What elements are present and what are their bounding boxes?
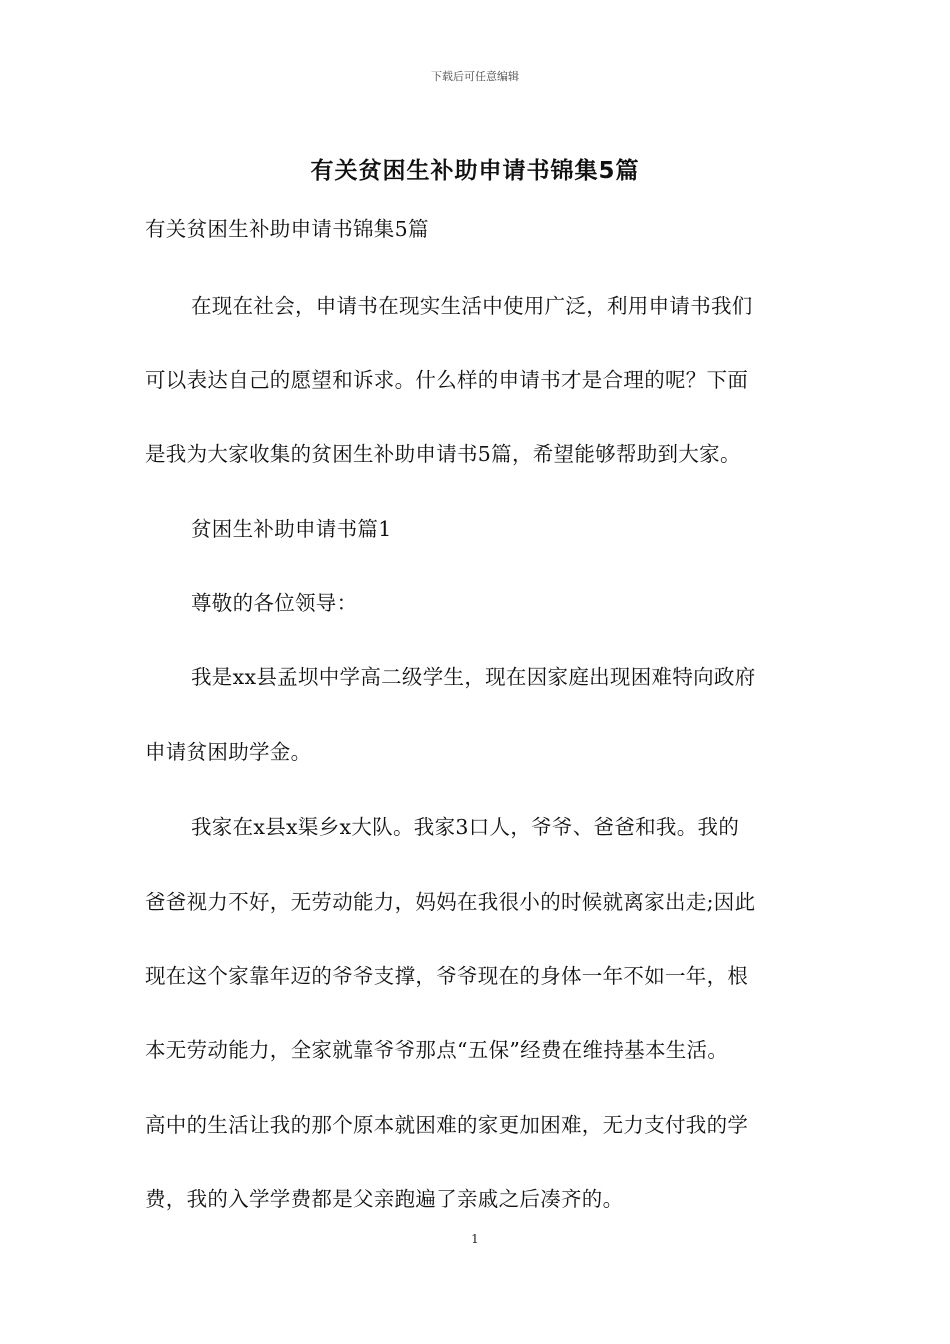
page-number: 1 bbox=[471, 1232, 479, 1246]
paragraph-line: 我是xx县孟坝中学高二级学生，现在因家庭出现困难特向政府 bbox=[191, 665, 756, 689]
paragraph-line: 爸爸视力不好，无劳动能力，妈妈在我很小的时候就离家出走;因此 bbox=[145, 890, 756, 914]
paragraph-line: 可以表达自己的愿望和诉求。什么样的申请书才是合理的呢？下面 bbox=[145, 368, 749, 392]
salutation-line: 尊敬的各位领导： bbox=[191, 591, 358, 615]
subtitle-line: 有关贫困生补助申请书锦集5篇 bbox=[145, 217, 429, 241]
paragraph-line: 在现在社会，申请书在现实生活中使用广泛，利用申请书我们 bbox=[191, 294, 753, 318]
document-title: 有关贫困生补助申请书锦集5篇 bbox=[310, 158, 640, 184]
paragraph-line: 是我为大家收集的贫困生补助申请书5篇，希望能够帮助到大家。 bbox=[145, 442, 741, 466]
section-heading: 贫困生补助申请书篇1 bbox=[191, 517, 392, 541]
paragraph-line: 现在这个家靠年迈的爷爷支撑，爷爷现在的身体一年不如一年，根 bbox=[145, 964, 749, 988]
header-note: 下载后可任意编辑 bbox=[431, 70, 519, 83]
paragraph-line: 高中的生活让我的那个原本就困难的家更加困难，无力支付我的学 bbox=[145, 1113, 749, 1137]
paragraph-line: 我家在x县x渠乡x大队。我家3口人，爷爷、爸爸和我。我的 bbox=[191, 815, 740, 839]
paragraph-line: 本无劳动能力，全家就靠爷爷那点“五保”经费在维持基本生活。 bbox=[145, 1038, 729, 1062]
paragraph-line: 申请贫困助学金。 bbox=[145, 740, 312, 764]
paragraph-line: 费，我的入学学费都是父亲跑遍了亲戚之后凑齐的。 bbox=[145, 1187, 624, 1211]
